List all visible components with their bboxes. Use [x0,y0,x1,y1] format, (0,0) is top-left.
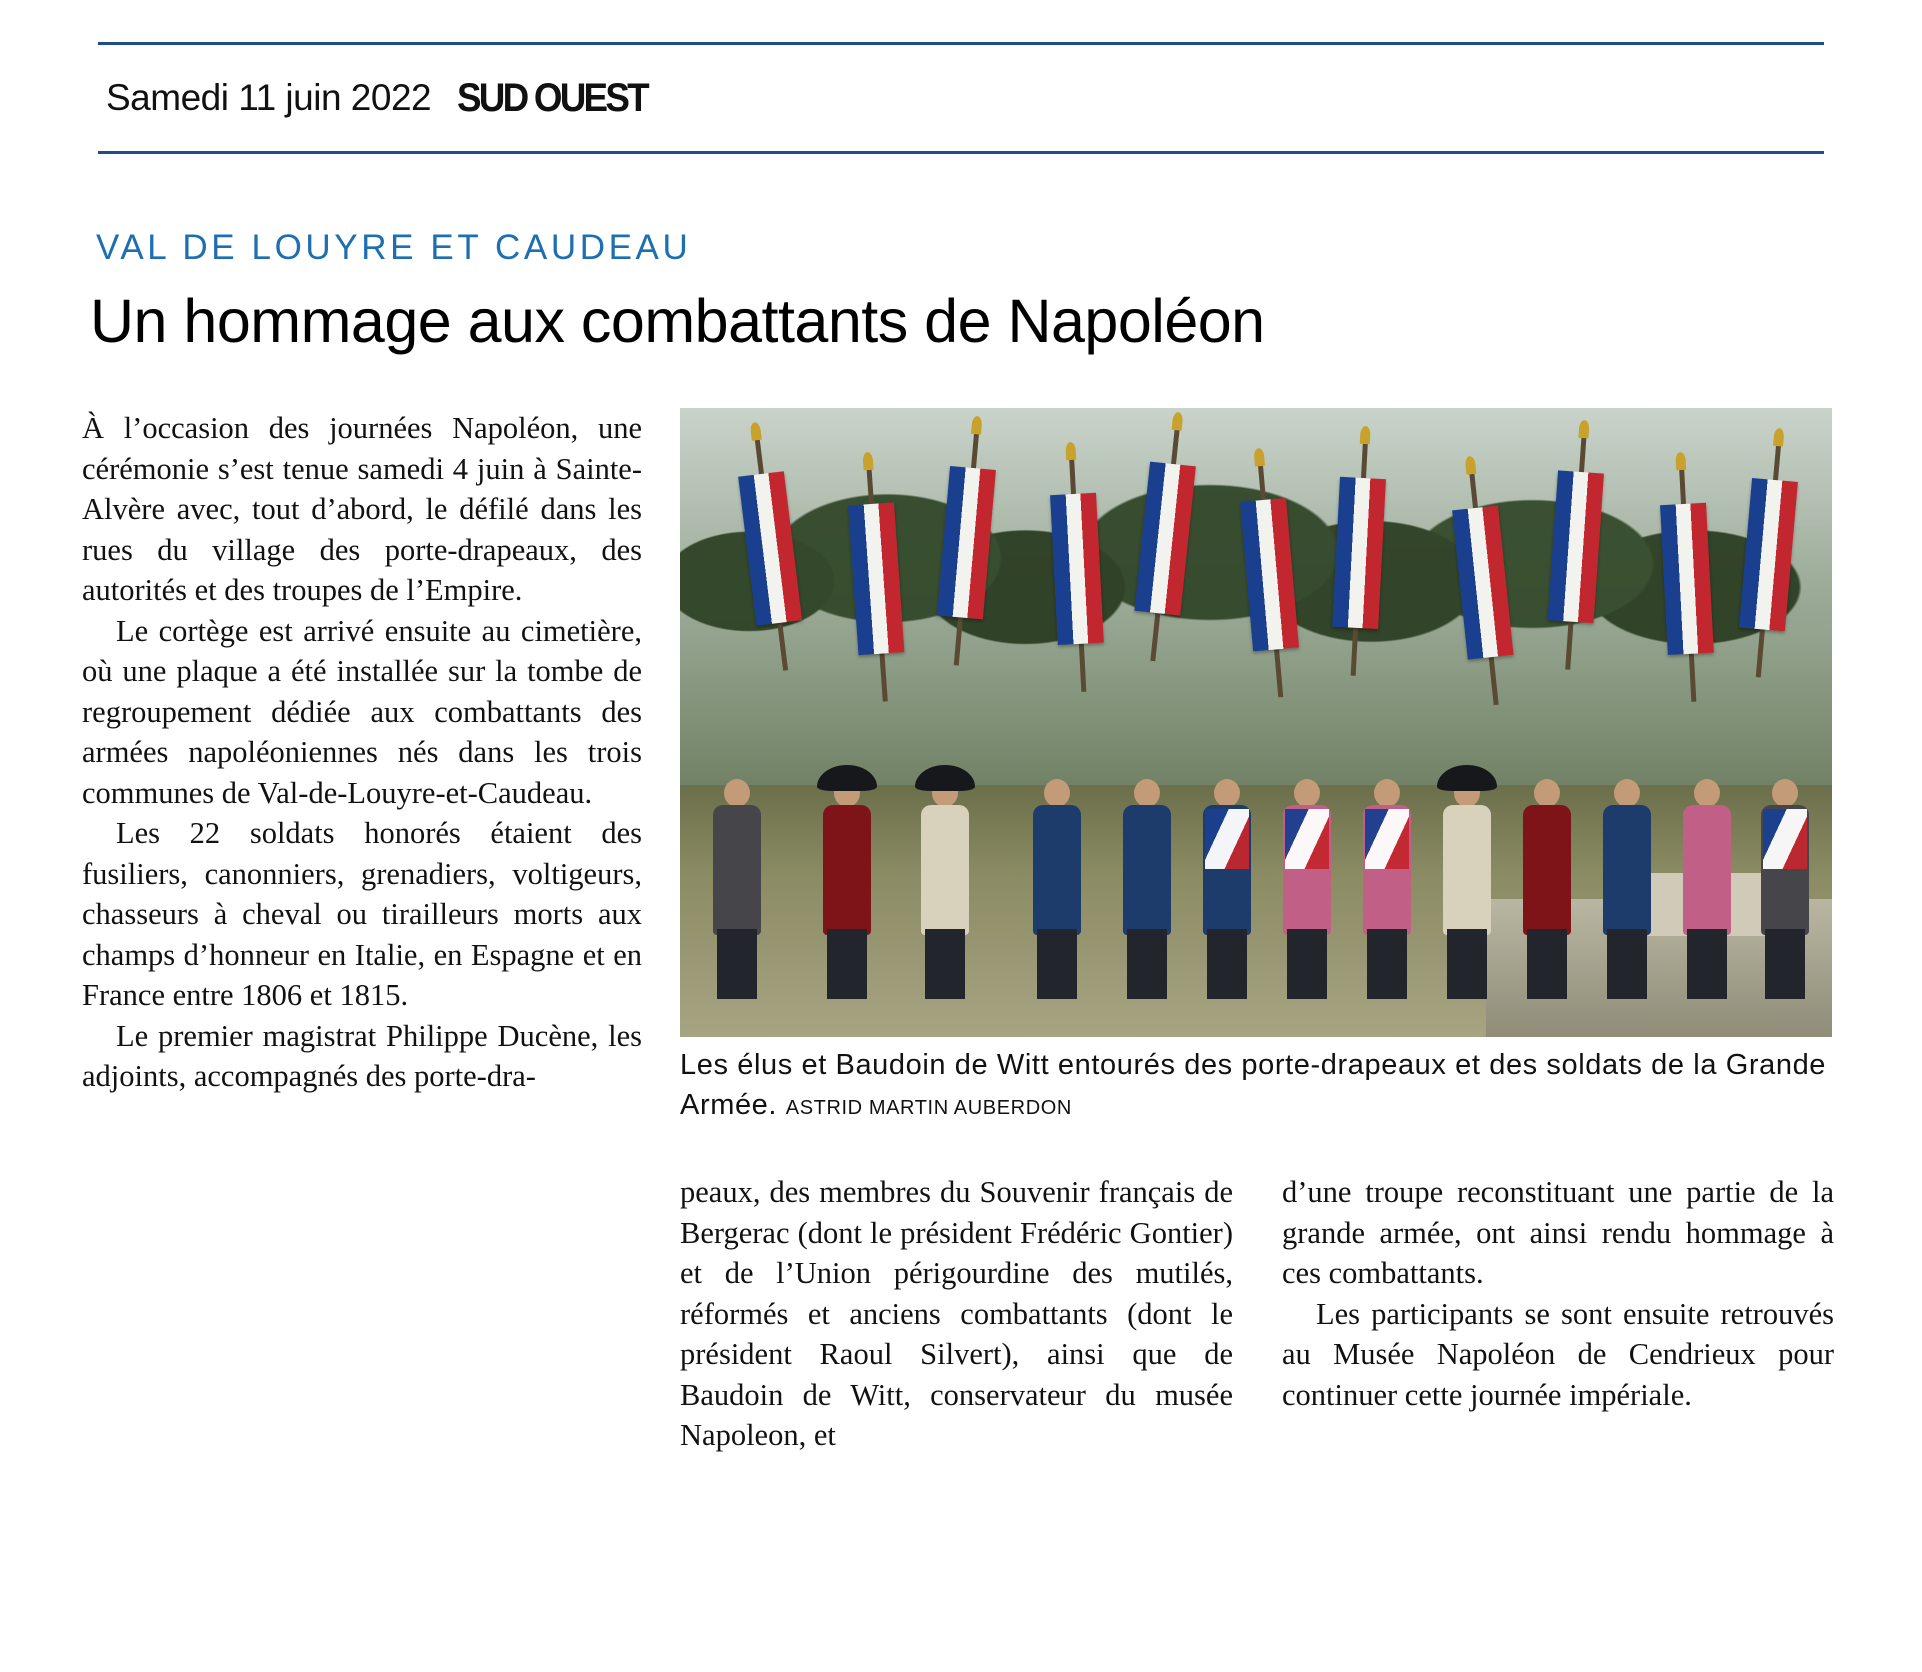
paragraph: Les 22 soldats honorés étaient des fusiliers, canonniers, grenadiers, voltigeurs, chasseurs à cheval ou tirailleurs morts aux champs d’honneur en Italie, en Espagne et en France entre 1806 et 1815. [82,816,642,1012]
photo-person [820,779,874,999]
paragraph: Le cortège est arrivé ensuite au cimetière, où une plaque a été installée sur la tombe de regroupement dédiée aux combattants des armées napoléoniennes nés dans les trois communes de Val-de-Louyre-et-Caudeau. [82,613,642,810]
photo-caption-text: Les élus et Baudoin de Witt entourés des porte-drapeaux et des soldats de la Grande Armée. [680,1049,1827,1121]
photo-credit: ASTRID MARTIN AUBERDON [785,1097,1072,1119]
photo-flag [1331,477,1386,659]
photo-caption [680,1045,1840,1128]
photo-person [710,779,764,999]
photo-flag [1660,503,1715,685]
masthead-brand: SUD OUEST [457,75,647,120]
photo-person [1200,779,1254,999]
masthead-date: Samedi 11 juin 2022 [106,77,432,118]
masthead [98,42,1824,154]
article-column-3 [1282,1172,1834,1415]
article-column-2 [680,1172,1233,1456]
photo-person [1680,779,1734,999]
photo-person [1758,779,1812,999]
photo-person [1440,779,1494,999]
photo-person [1030,779,1084,999]
article-photo [680,408,1832,1037]
photo-person [1360,779,1414,999]
paragraph: peaux, des membres du Souvenir français de Bergerac (dont le président Frédéric Gontier) et de l’Union périgourdine des mutilés, réformés et anciens combattants (dont le président Raoul Silvert), ainsi que de Baudoin de Witt, conservateur du musée Napoleon, et [680,1175,1233,1452]
photo-flag [1050,493,1105,675]
photo-image [680,408,1832,1037]
photo-person [1280,779,1334,999]
photo-person [1600,779,1654,999]
article-column-1 [82,408,642,1097]
paragraph: À l’occasion des journées Napoléon, une cérémonie s’est tenue samedi 4 juin à Sainte-Alvère avec, tout d’abord, le défilé dans les rues du village des porte-drapeaux, des autorités et des troupes de l’Empire. [82,411,642,607]
paragraph: Le premier magistrat Philippe Ducène, les adjoints, accompagnés des porte-dra- [82,1018,642,1093]
photo-person [1520,779,1574,999]
article-kicker: VAL DE LOUYRE ET CAUDEAU [96,228,692,267]
photo-person [1120,779,1174,999]
paragraph: Les participants se sont ensuite retrouvés au Musée Napoléon de Cendrieux pour continuer cette journée impériale. [1282,1296,1834,1412]
photo-person [918,779,972,999]
page-title: Un hommage aux combattants de Napoléon [90,287,1265,355]
paragraph: d’une troupe reconstituant une partie de la grande armée, ont ainsi rendu hommage à ces combattants. [1282,1175,1834,1290]
